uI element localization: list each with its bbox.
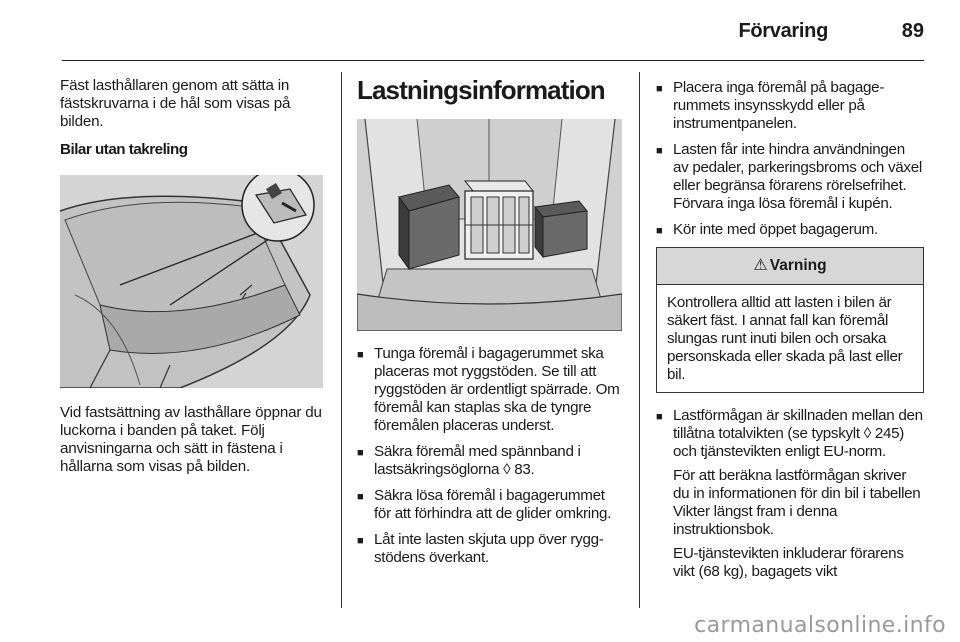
intro-paragraph: Fäst lasthållaren genom att sätta in fästskruvarna i de hål som visas på bilden. [60,77,291,130]
safety-bullets [656,79,924,239]
trunk-cargo-drawing [357,119,622,331]
page-number: 89 [901,20,924,42]
column-3 [656,79,924,589]
watermark: carmanualsonline.info [694,613,946,638]
subheading: Bilar utan takreling [60,141,188,158]
list-item: ■ Lasten får inte hindra användningen av pedaler, parkeringsbroms och växel eller begränsa förarens rörelsefrihet. Förvara inga lösa föremål i kupén. [656,141,922,212]
instruction-paragraph: Vid fastsättning av lasthållare öppnar du luckorna i banden på taket. Följ anvisningarna och sätt in fästena i hållarna som visas på bilden. [60,404,322,475]
roof-rack-illustration [60,175,323,388]
loading-bullets [357,345,624,567]
column-divider-2 [639,72,640,608]
warning-header [657,248,923,285]
section-heading: Lastningsinformation [357,75,605,105]
list-item: ■ Säkra lösa föremål i bagagerummet för att förhindra att de glider omkring. [357,487,612,522]
capacity-bullets [656,407,924,581]
cargo-illustration [357,119,622,331]
bottle-crate [465,181,533,259]
page-header [62,0,924,61]
car-roof-drawing [60,175,323,388]
warning-text: Kontrollera alltid att lasten i bilen är säkert fäst. I annat fall kan föremål slungas runt inuti bilen och orsaka personskada eller skada på last eller bil. [667,294,903,383]
warning-title: Varning [769,257,827,274]
list-item: ■ Placera inga föremål på bagagerummets insynsskydd eller på instrumentpanelen. [656,79,885,132]
warning-box [656,247,924,393]
continuation-paragraph: EU-tjänstevikten inkluderar förarens vikt (68 kg), bagagets vikt [673,545,904,580]
list-item: ■ Säkra föremål med spännband i lastsäkringsöglorna ◊ 83. [357,443,581,478]
list-item: ■ Kör inte med öppet bagagerum. [656,221,878,238]
section-title: Förvaring [738,20,828,42]
column-2 [357,77,624,575]
left-box [399,185,459,269]
list-item: ■ Tunga föremål i bagagerummet ska placeras mot ryggstöden. Se till att ryggstöden är ordentligt spärrade. Om föremål kan staplas ska de tyngre föremålen placeras underst. [357,345,620,434]
column-1 [60,77,325,486]
warning-triangle-icon: ⚠ [753,257,768,274]
continuation-paragraph: För att beräkna lastförmågan skriver du in informationen för din bil i tabellen Vikter längst fram i denna instruktionsbok. [673,467,921,538]
list-item: ■ Låt inte lasten skjuta upp över ryggstödens överkant. [357,531,604,566]
right-box [535,201,587,257]
list-item: ■ Lastförmågan är skillnaden mellan den tillåtna totalvikten (se typskylt ◊ 245) och tjänstevikten enligt EU-norm. För att beräkna lastförmågan skriver du in informationen för din bil i tabellen Vikter längst fram i denna instruktionsbok. EU-tjänstevikten inkluderar förarens vikt (68 kg), bagagets vikt [656,407,923,580]
column-divider-1 [341,72,342,608]
